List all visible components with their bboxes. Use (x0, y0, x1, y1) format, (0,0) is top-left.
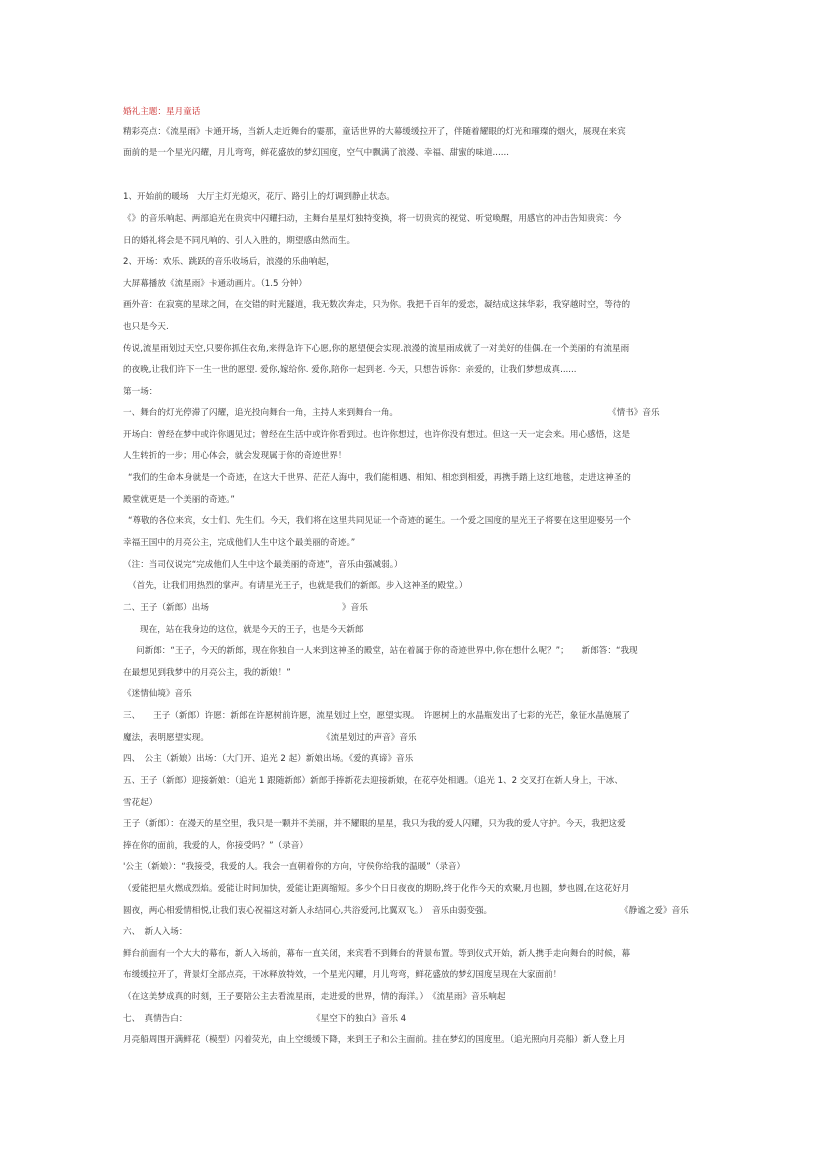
text-line: 魔法，表明愿望实现。 (123, 733, 209, 743)
text-line: 问新郎：“王子，今天的新郎，现在你独自一人来到这神圣的殿堂，站在着属于你的奇迹世界中,你在想什么呢？”； 新郎答：“我现 (136, 646, 638, 656)
text-line: （注：当司仪说完“完成他们人生中这个最美丽的奇迹”，音乐由强减弱。） (123, 560, 403, 570)
text-line: 传说,流星雨划过天空,只要你抓住衣角,来得急许下心愿,你的愿望便会实现.浪漫的流星雨成就了一对美好的佳偶.在一个美丽的有流星雨 (123, 344, 630, 354)
text-line: 第一场： (123, 387, 158, 397)
text-line: “尊敬的各位来宾，女士们、先生们。今天，我们将在这里共同见证一个奇迹的诞生。一个爱之国度的星光王子将要在这里迎娶另一个 (128, 516, 631, 526)
text-line: 五、王子（新郎）迎接新娘：（追光 1 跟随新郎）新郎手捧新花去迎接新娘，在花亭处相遇。（追光 1、2 交叉打在新人身上，干冰、 (123, 776, 623, 786)
text-line: （首先，让我们用热烈的掌声。有请星光王子，也就是我们的新郎。步入这神圣的殿堂。） (128, 581, 468, 591)
text-line: 2、开场：欢乐、跳跃的音乐收场后，浪漫的乐曲响起， (123, 257, 335, 267)
text-line: “我们的生命本身就是一个奇迹，在这大千世界、茫茫人海中，我们能相遇、相知、相恋到相爱，再携手踏上这红地毯，走进这神圣的 (128, 473, 631, 483)
text-line: 鲜台前面有一个大大的幕布，新人入场前，幕布一直关闭，来宾看不到舞台的背景布置。等到仪式开始，新人携手走向舞台的时候，幕 (123, 949, 631, 959)
text-line: 1、开始前的暖场 大厅主灯光熄灭，花厅、路引上的灯调到静止状态。 (123, 192, 395, 202)
music-cue: 《情书》音乐 (608, 408, 660, 418)
text-line: 大屏幕播放《流星雨》卡通动画片。（1.5 分钟） (123, 279, 307, 289)
text-line: 在最想见到我梦中的月亮公主，我的新娘！” (123, 668, 291, 678)
text-line: 六、 新人入场： (123, 927, 188, 937)
text-line: （爱能把星火燃成烈焰。爱能让时间加快，爱能让距离缩短。多少个日日夜夜的期盼,终于化作今天的欢聚,月也圆，梦也圆,在这花好月 (123, 884, 630, 894)
text-line: 精彩亮点：《流星雨》卡通开场，当新人走近舞台的霎那，童话世界的大幕缓缓拉开了，伴随着耀眼的灯光和璀璨的烟火，展现在来宾 (123, 127, 626, 137)
text-line: 也只是今天. (123, 322, 169, 332)
text-line: 《》的音乐响起、两部追光在贵宾中闪耀扫动，主舞台星星灯独特变换，将一切贵宾的视觉、听觉唤醒，用感官的冲击告知贵宾：今 (123, 214, 622, 224)
text-line: 幸福王国中的月亮公主，完成他们人生中这个最美丽的奇迹。” (123, 538, 356, 548)
music-cue: 《静谧之爱》音乐 (620, 906, 689, 916)
text-line: 日的婚礼将会是不同凡响的、引人入胜的，期望感由然而生。 (123, 236, 356, 246)
text-line: 二、王子（新郎）出场 (123, 603, 209, 613)
text-line: （在这美梦成真的时刻，王子要陪公主去看流星雨，走进爱的世界，情的海洋。） 《流星雨》音乐响起 (123, 992, 506, 1002)
document-title: 婚礼主题：星月童话 (123, 107, 201, 117)
text-line: 月亮船周围开满鲜花（模型）闪着荧光，由上空缓缓下降，来到王子和公主面前。挂在梦幻的国度里。（追光照向月亮船）新人登上月 (123, 1035, 626, 1045)
text-line: 布缓缓拉开了，背景灯全部点亮，干冰释放特效，一个星光闪耀，月儿弯弯，鲜花盛放的梦幻国度呈现在大家面前！ (123, 970, 562, 980)
text-line: 画外音：在寂寞的星球之间，在交错的时光隧道，我无数次奔走，只为你。我把千百年的爱恋，凝结成这抹华彩，我穿越时空，等待的 (123, 300, 631, 310)
text-line: 面前的是一个星光闪耀，月儿弯弯，鲜花盛放的梦幻国度，空气中飘满了浪漫、幸福、甜蜜的味道...... (123, 148, 509, 158)
text-line: 雪花起） (123, 798, 158, 808)
text-line: 圆夜，两心相爱情相悦,让我们衷心祝福这对新人永结同心,共浴爱河,比翼双飞。） 音乐由弱变强。 (123, 906, 493, 916)
text-line: 一、舞台的灯光停滞了闪耀，追光投向舞台一角，主持人来到舞台一角。 (123, 408, 399, 418)
music-cue: 《星空下的独白》音乐 4 (312, 1014, 407, 1024)
text-line: 四、 公主（新娘）出场：（大门开、追光 2 起）新娘出场。《爱的真谛》音乐 (123, 754, 414, 764)
text-line: 三、 王子（新郎）许愿：新郎在许愿树前许愿，流星划过上空，愿望实现。 许愿树上的水晶瓶发出了七彩的光芒，象征水晶施展了 (123, 711, 631, 721)
text-line: '公主（新娘）：“我接受，我爱的人。我会一直朝着你的方向，守侯你给我的温暖”（录音） (123, 862, 466, 872)
text-line: 七、 真情告白： (123, 1014, 188, 1024)
text-line: 捧在你的面前，我爱的人，你接受吗？”（录音） (123, 841, 308, 851)
text-line: 开场白：曾经在梦中或许你遇见过；曾经在生活中或许你看到过。也许你想过，也许你没有想过。但这一天一定会来。用心感悟，这是 (123, 430, 631, 440)
text-line: 的夜晚,让我们许下一生一世的愿望. 爱你,嫁给你. 爱你,陪你一起到老. 今天，只想告诉你：亲爱的，让我们梦想成真...... (123, 365, 577, 375)
text-line: 人生转折的一步；用心体会，就会发现属于你的奇迹世界！ (123, 451, 347, 461)
text-line: 殿堂就更是一个美丽的奇迹。” (123, 495, 235, 505)
text-line: 王子（新郎）：在漫天的星空里，我只是一颗并不美丽，并不耀眼的星星，我只为我的爱人闪耀，只为我的爱人守护。今天，我把这爱 (123, 819, 626, 829)
text-line: 现在，站在我身边的这位，就是今天的王子，也是今天新郎 (140, 625, 364, 635)
music-cue: 《流星划过的声音》音乐 (322, 733, 417, 743)
music-cue: 》音乐 (342, 603, 368, 613)
text-line: 《迷情仙境》音乐 (123, 689, 192, 699)
